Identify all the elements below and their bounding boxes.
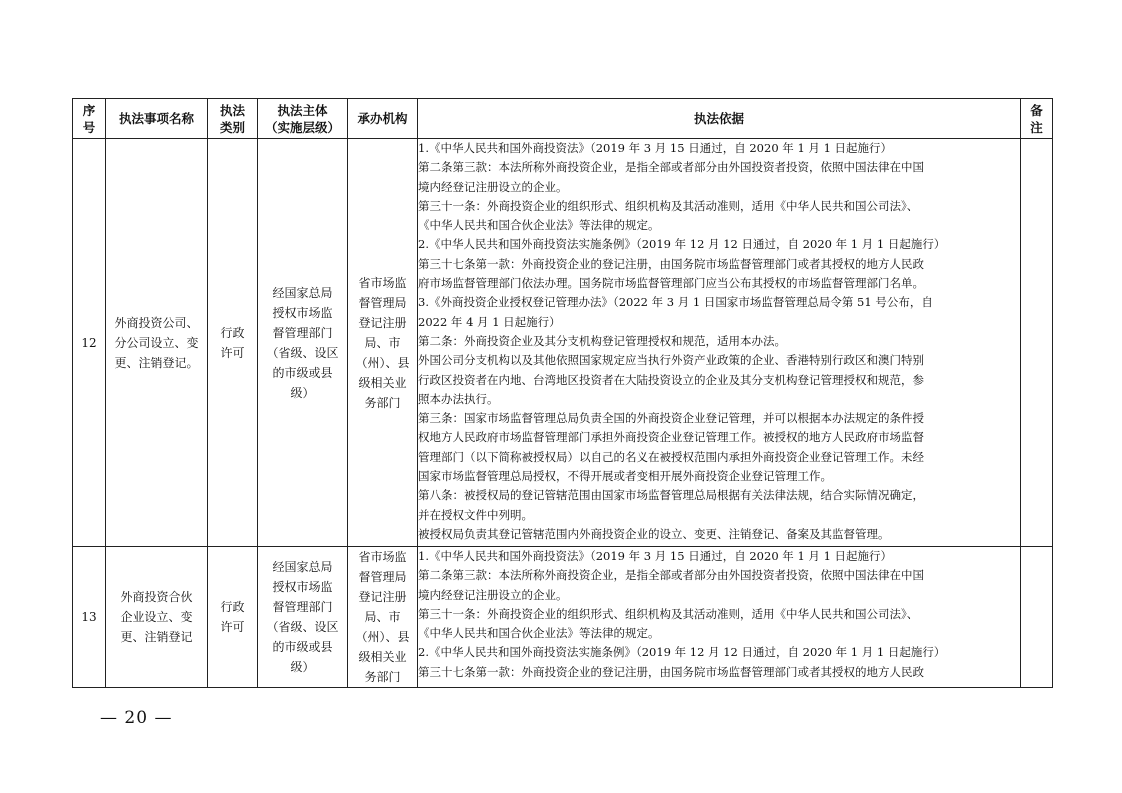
enforcement-table — [72, 98, 1053, 688]
text-line: 第三十一条：外商投资企业的组织形式、组织机构及其活动准则，适用《中华人民共和国公司法》、 — [418, 606, 919, 621]
text-line: 执法 — [219, 102, 245, 118]
text-line: 类别 — [219, 119, 245, 135]
text-line: 督管理部门 — [272, 325, 333, 340]
text-line: 《中华人民共和国合伙企业法》等法律的规定。 — [418, 218, 660, 233]
text-line: 分公司设立、变 — [114, 335, 199, 350]
text-line: 级） — [290, 385, 315, 400]
text-line: 督管理局 — [358, 295, 407, 310]
text-line: 号 — [82, 119, 96, 135]
row-agency — [348, 139, 418, 547]
text-line: 更、注销登记。 — [114, 355, 199, 370]
page-number: — 20 — — [100, 708, 173, 728]
text-line: 国家市场监督管理总局授权，不得开展或者变相开展外商投资企业登记管理工作。 — [418, 469, 832, 484]
row-remark — [1021, 139, 1053, 547]
table-header-row — [73, 99, 1053, 139]
basis-text — [418, 139, 1020, 544]
row-basis — [418, 547, 1021, 688]
text-line: （省级、设区 — [266, 345, 339, 360]
text-line: 《中华人民共和国合伙企业法》等法律的规定。 — [418, 626, 660, 641]
row-seq: 13 — [73, 547, 106, 688]
text-line: 执法主体 — [277, 102, 328, 118]
text-line: 督管理局 — [358, 570, 407, 584]
text-line: 企业设立、变 — [120, 610, 193, 624]
text-line: 授权市场监 — [272, 580, 333, 594]
text-line: 管理部门（以下简称被授权局）以自己的名义在被授权范围内承担外商投资企业登记管理工作。未经 — [418, 449, 924, 464]
row-agency — [348, 547, 418, 688]
row-item — [106, 139, 208, 547]
row-category — [208, 139, 258, 547]
text-line: （州）、县 — [355, 630, 410, 644]
text-line: 权地方人民政府市场监督管理部门承担外商投资企业登记管理工作。被授权的地方人民政府市场监督 — [418, 430, 924, 445]
text-line: 第二条第三款：本法所称外商投资企业，是指全部或者部分由外国投资者投资，依照中国法律在中国 — [418, 568, 924, 583]
text-line: 第八条：被授权局的登记管辖范围由国家市场监督管理总局根据有关法律法规，结合实际情况确定， — [418, 488, 924, 503]
text-line: 第三条：国家市场监督管理总局负责全国的外商投资企业登记管理，并可以根据本办法规定的条件授 — [418, 411, 924, 426]
header-seq — [73, 99, 106, 139]
header-category-text — [220, 102, 245, 136]
text-line: （省级、设区 — [266, 620, 339, 634]
text-line: 行政区投资者在内地、台湾地区投资者在大陆投资设立的企业及其分支机构登记管理授权和规范，参 — [418, 372, 924, 387]
header-item: 执法事项名称 — [106, 99, 208, 139]
text-line: 府市场监督管理部门依法办理。国务院市场监督管理部门应当公布其授权的市场监督管理部门名单。 — [418, 276, 924, 291]
basis-text — [418, 547, 1020, 682]
text-line: 行政 — [220, 325, 245, 340]
text-line: 照本办法执行。 — [418, 391, 499, 406]
text-line: 督管理部门 — [272, 600, 333, 614]
text-line: 外商投资合伙 — [120, 590, 193, 604]
text-line: （实施层级） — [264, 119, 340, 135]
text-line: 第三十一条：外商投资企业的组织形式、组织机构及其活动准则，适用《中华人民共和国公司法》、 — [418, 198, 919, 213]
text-line: 局、市 — [364, 335, 401, 350]
header-subject-text — [265, 102, 340, 136]
text-line: 登记注册 — [358, 590, 407, 604]
text-line: 被授权局负责其登记管辖范围内外商投资企业的设立、变更、注销登记、备案及其监督管理。 — [418, 526, 890, 541]
row-seq: 12 — [73, 139, 106, 547]
row-category — [208, 547, 258, 688]
row-item — [106, 547, 208, 688]
row-remark — [1021, 547, 1053, 688]
text-line: 授权市场监 — [272, 305, 333, 320]
text-line: 的市级或县 — [272, 365, 333, 380]
text-line: 3.《外商投资企业授权登记管理办法》（2022 年 3 月 1 日国家市场监督管理总局令第 51 号公布，自 — [418, 295, 933, 310]
header-basis: 执法依据 — [418, 99, 1021, 139]
row-subject — [258, 139, 348, 547]
text-line: 省市场监 — [358, 550, 407, 564]
text-line: 级相关业 — [358, 650, 407, 664]
text-line: 务部门 — [364, 395, 401, 410]
text-line: 更、注销登记 — [120, 630, 193, 644]
row-subject — [258, 547, 348, 688]
text-line: 备 — [1030, 102, 1043, 118]
text-line: 外国公司分支机构以及其他依照国家规定应当执行外资产业政策的企业、香港特别行政区和澳门特别 — [418, 353, 924, 368]
text-line: 省市场监 — [358, 275, 407, 290]
text-line: 境内经登记注册设立的企业。 — [418, 179, 568, 194]
text-line: 的市级或县 — [272, 640, 333, 654]
text-line: 许可 — [220, 620, 245, 634]
header-agency: 承办机构 — [348, 99, 418, 139]
text-line: 2022 年 4 月 1 日起施行） — [418, 314, 561, 329]
text-line: 第三十七条第一款：外商投资企业的登记注册，由国务院市场监督管理部门或者其授权的地方人民政 — [418, 256, 924, 271]
text-line: 1.《中华人民共和国外商投资法》（2019 年 3 月 15 日通过，自 2020 年 1 月 1 日起施行） — [418, 549, 893, 563]
text-line: （州）、县 — [355, 355, 410, 370]
text-line: 局、市 — [364, 610, 401, 624]
table-row — [73, 139, 1053, 547]
header-subject — [258, 99, 348, 139]
text-line: 许可 — [220, 345, 245, 360]
text-line: 序 — [82, 102, 96, 118]
header-seq-text — [83, 102, 96, 136]
text-line: 注 — [1030, 119, 1043, 135]
text-line: 2.《中华人民共和国外商投资法实施条例》（2019 年 12 月 12 日通过，自 2020 年 1 月 1 日起施行） — [418, 645, 946, 660]
text-line: 经国家总局 — [272, 560, 333, 574]
text-line: 2.《中华人民共和国外商投资法实施条例》（2019 年 12 月 12 日通过，自 2020 年 1 月 1 日起施行） — [418, 237, 946, 252]
text-line: 第二条：外商投资企业及其分支机构登记管理授权和规范，适用本办法。 — [418, 333, 786, 348]
row-basis — [418, 139, 1021, 547]
text-line: 1.《中华人民共和国外商投资法》（2019 年 3 月 15 日通过，自 2020 年 1 月 1 日起施行） — [418, 141, 893, 155]
text-line: 境内经登记注册设立的企业。 — [418, 587, 568, 602]
text-line: 外商投资公司、 — [114, 315, 199, 330]
header-remark-text — [1030, 102, 1043, 136]
table-row — [73, 547, 1053, 688]
header-category — [208, 99, 258, 139]
text-line: 务部门 — [364, 670, 401, 684]
text-line: 级相关业 — [358, 375, 407, 390]
text-line: 登记注册 — [358, 315, 407, 330]
text-line: 第二条第三款：本法所称外商投资企业，是指全部或者部分由外国投资者投资，依照中国法律在中国 — [418, 160, 924, 175]
header-remark — [1021, 99, 1053, 139]
text-line: 经国家总局 — [272, 285, 333, 300]
text-line: 行政 — [220, 600, 245, 614]
text-line: 第三十七条第一款：外商投资企业的登记注册，由国务院市场监督管理部门或者其授权的地方人民政 — [418, 664, 924, 679]
text-line: 并在授权文件中列明。 — [418, 507, 533, 522]
text-line: 级） — [290, 660, 315, 674]
